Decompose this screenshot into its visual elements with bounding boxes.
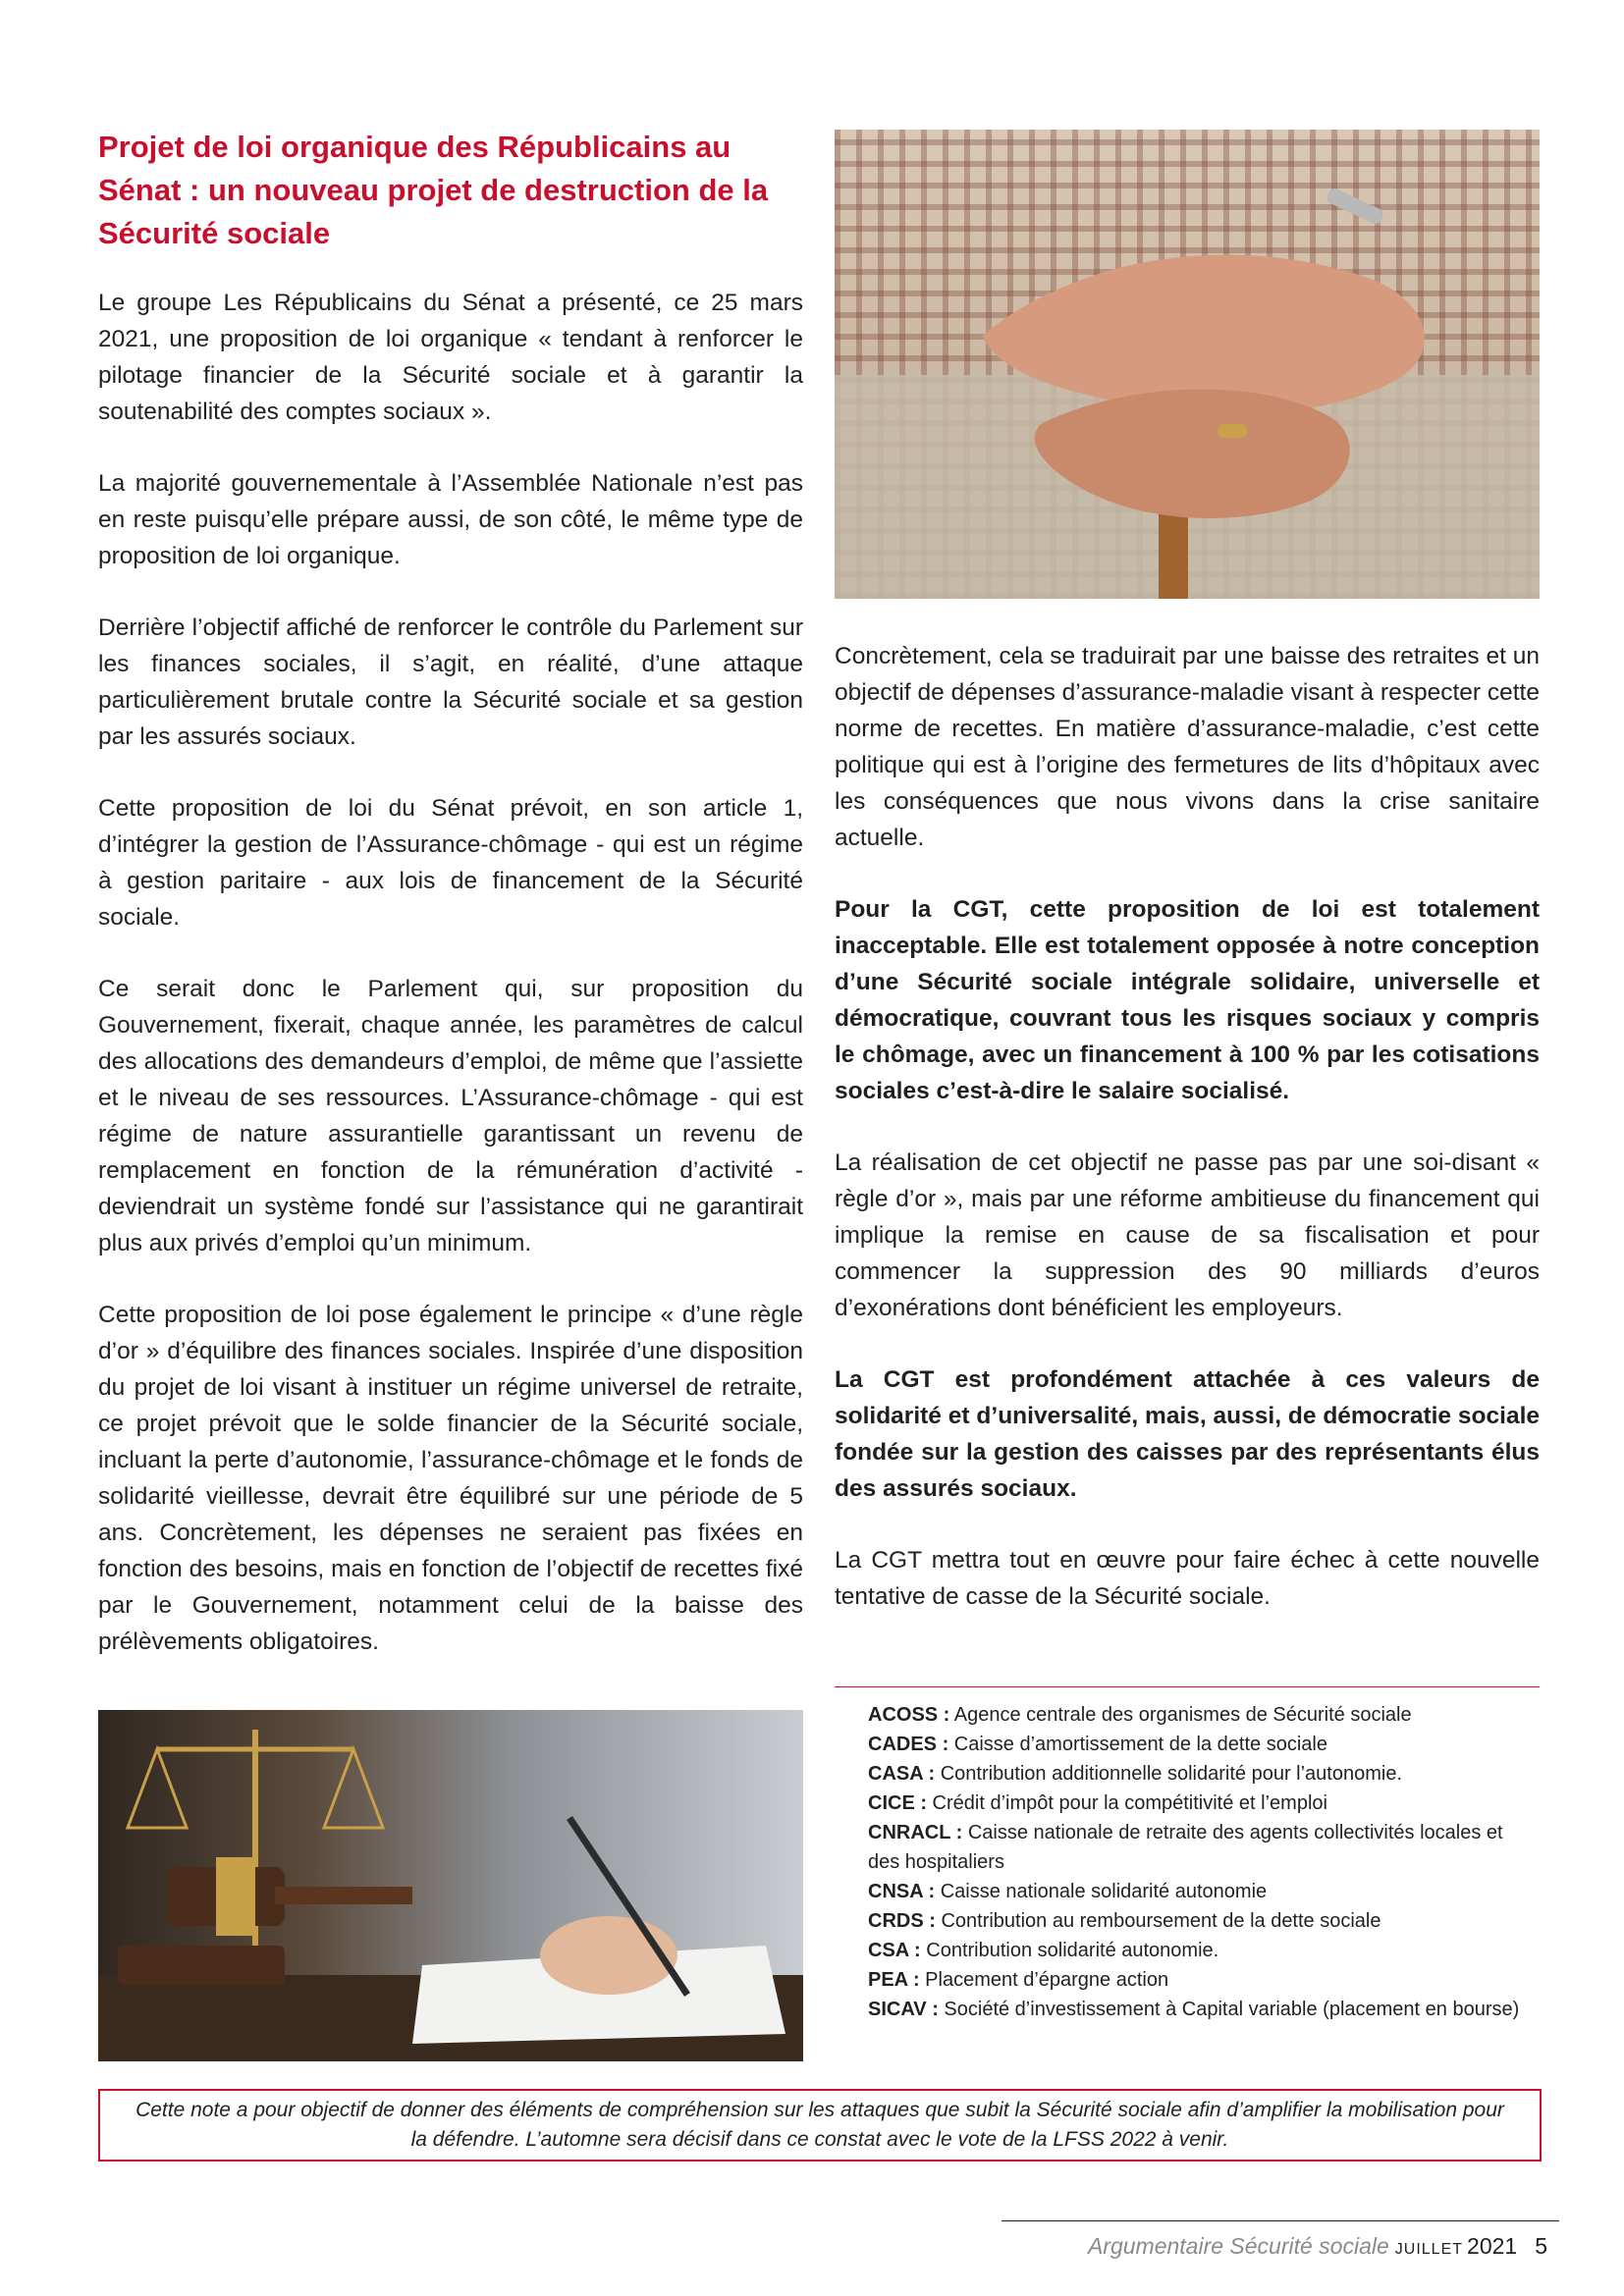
glossary-item [868,1877,1536,1906]
glossary-term: CICE : [868,1792,927,1814]
footer-rule [1001,2220,1559,2221]
photo-hands-on-cane [835,130,1540,599]
glossary-term: CNSA : [868,1881,936,1902]
note-text: Cette note a pour objectif de donner des éléments de compréhension sur les attaques que subit la Sécurité sociale afin d’amplifier la mobilisation pour la défendre. L’automne sera décisif dans ce constat avec le vote de la LFSS 2022 à venir. [135,2099,1504,2151]
paragraph: La majorité gouvernementale à l’Assemblée Nationale n’est pas en reste puisqu’elle prépare aussi, de son côté, le même type de proposition de loi organique. [98,470,803,569]
glossary-item [868,1789,1536,1818]
glossary-divider [835,1686,1540,1687]
glossary-definition: Contribution au remboursement de la dette sociale [935,1910,1381,1932]
paragraph: La réalisation de cet objectif ne passe pas par une soi-disant « règle d’or », mais par une réforme ambitieuse du financement qui implique la remise en cause de sa fiscalisation et pour commencer la suppression des 90 milliards d’euros d’exonérations dont bénéficient les employeurs. [835,1149,1540,1321]
gavel-illustration [98,1710,803,2061]
glossary-definition: Agence centrale des organismes de Sécurité sociale [949,1704,1412,1726]
paragraph: Le groupe Les Républicains du Sénat a présenté, ce 25 mars 2021, une proposition de loi organique « tendant à renforcer le pilotage financier de la Sécurité sociale et à garantir la soutenabilité des comptes sociaux ». [98,290,803,425]
paragraph: Concrètement, cela se traduirait par une baisse des retraites et un objectif de dépenses d’assurance-maladie visant à respecter cette norme de recettes. En matière d’assurance-maladie, c’est cette politique qui est à l’origine des fermetures de lits d’hôpitaux avec les conséquences que nous vivons dans la crise sanitaire actuelle. [835,643,1540,851]
glossary-item [868,1965,1536,1995]
glossary-term: PEA : [868,1969,920,1991]
cgt-values-paragraph: La CGT est profondément attachée à ces valeurs de solidarité et d’universalité, mais, aussi, de démocratie sociale fondée sur la gestion des caisses par des représentants élus des assurés sociaux. [835,1366,1540,1502]
page-footer [1001,2230,1547,2262]
glossary-definition: Crédit d’impôt pour la compétitivité et l’emploi [927,1792,1327,1814]
glossary-item [868,1936,1536,1965]
glossary-definition: Contribution additionnelle solidarité pour l’autonomie. [935,1763,1403,1785]
page-number: 5 [1535,2233,1547,2259]
paragraph: Derrière l’objectif affiché de renforcer le contrôle du Parlement sur les finances sociales, il s’agit, en réalité, d’une attaque particulièrement brutale contre la Sécurité sociale et sa gestion par les assurés sociaux. [98,614,803,750]
glossary-term: CASA : [868,1763,936,1785]
footer-year: 2021 [1467,2233,1518,2259]
glossary-item [868,1759,1536,1789]
glossary-term: CRDS : [868,1910,936,1932]
paragraph: Cette proposition de loi du Sénat prévoit, en son article 1, d’intégrer la gestion de l’Assurance-chômage - qui est un régime à gestion paritaire - aux lois de financement de la Sécurité sociale. [98,795,803,931]
glossary-definition: Contribution solidarité autonomie. [920,1940,1219,1961]
glossary-item [868,1700,1536,1730]
glossary-definition: Société d’investissement à Capital variable (placement en bourse) [938,1999,1520,2020]
footer-document-title: Argumentaire Sécurité sociale [1087,2233,1389,2259]
article-title: Projet de loi organique des Républicains au Sénat : un nouveau projet de destruction de la Sécurité sociale [98,130,769,250]
paragraph: Ce serait donc le Parlement qui, sur proposition du Gouvernement, fixerait, chaque année, les paramètres de calcul des allocations des demandeurs d’emploi, de même que l’assiette et le niveau de ses ressources. L’Assurance-chômage - qui est régime de nature assurantielle garantissant un revenu de remplacement en fonction de la rémunération d’activité - deviendrait un système fondé sur l’assistance qui ne garantirait plus aux privés d’emploi qu’un minimum. [98,976,803,1256]
cgt-position-paragraph: Pour la CGT, cette proposition de loi est totalement inacceptable. Elle est totalement opposée à notre conception d’une Sécurité sociale intégrale solidaire, universelle et démocratique, couvrant tous les risques sociaux y compris le chômage, avec un financement à 100 % par les cotisations sociales c’est-à-dire le salaire socialisé. [835,896,1540,1104]
right-column [835,638,1540,1650]
glossary-item [868,1730,1536,1759]
hands-illustration [835,130,1540,599]
glossary-definition: Caisse nationale solidarité autonomie [935,1881,1268,1902]
glossary-term: CNRACL : [868,1822,963,1843]
glossary-term: SICAV : [868,1999,939,2020]
left-column [98,126,803,1695]
paragraph: La CGT mettra tout en œuvre pour faire échec à cette nouvelle tentative de casse de la Sécurité sociale. [835,1547,1540,1610]
paragraph: Cette proposition de loi pose également le principe « d’une règle d’or » d’équilibre des finances sociales. Inspirée d’une disposition du projet de loi visant à instituer un régime universel de retraite, ce projet prévoit que le solde financier de la Sécurité sociale, incluant la perte d’autonomie, l’assurance-chômage et le fonds de solidarité vieillesse, devrait être équilibré sur une période de 5 ans. Concrètement, les dépenses ne seraient pas fixées en fonction des besoins, mais en fonction de l’objectif de recettes fixé par le Gouvernement, notamment celui de la baisse des prélèvements obligatoires. [98,1302,803,1655]
glossary-definition: Caisse d’amortissement de la dette sociale [948,1734,1327,1755]
note-box [98,2089,1542,2162]
glossary-item [868,1995,1536,2024]
glossary-term: ACOSS : [868,1704,950,1726]
glossary-item [868,1906,1536,1936]
photo-gavel-and-writing [98,1710,803,2061]
glossary-definition: Caisse nationale de retraite des agents collectivités locales et des hospitaliers [868,1822,1503,1873]
glossary [868,1700,1536,2024]
glossary-term: CSA : [868,1940,921,1961]
glossary-item [868,1818,1536,1877]
glossary-definition: Placement d’épargne action [919,1969,1169,1991]
glossary-term: CADES : [868,1734,949,1755]
footer-month: juillet [1394,2233,1464,2259]
